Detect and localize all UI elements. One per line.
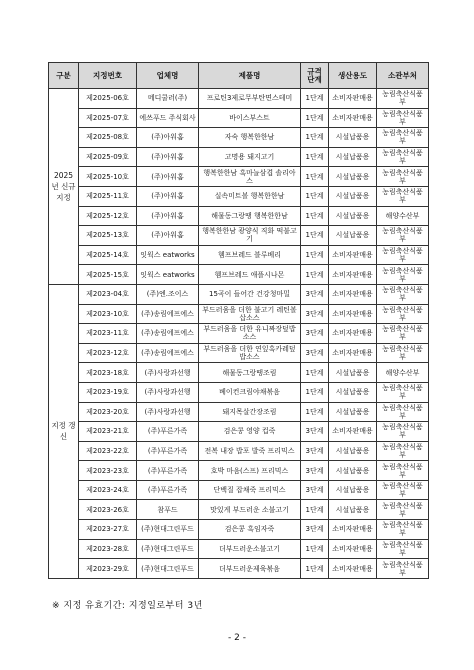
usage-cell: 시설납품용 [329, 382, 377, 402]
ministry-cell: 농림축산식품부 [377, 343, 429, 363]
company-cell: (주)현대그린푸드 [137, 559, 199, 579]
table-row [49, 89, 429, 109]
product-cell: 고명용 돼지고기 [199, 147, 301, 167]
designation-number-cell: 제2023-27호 [79, 520, 137, 540]
product-cell: 자숙 행복한한남 [199, 128, 301, 148]
designation-number-cell: 제2023-22호 [79, 441, 137, 461]
product-cell: 행복한한남 흑마늘삼겹 솔리아스 [199, 167, 301, 187]
table-row [49, 226, 429, 246]
grade-cell: 1단계 [301, 539, 329, 559]
grade-cell: 3단계 [301, 304, 329, 324]
ministry-cell: 농림축산식품부 [377, 147, 429, 167]
ministry-cell: 농림축산식품부 [377, 284, 429, 304]
company-cell: 잇웍스 eatworks [137, 245, 199, 265]
table-row [49, 167, 429, 187]
product-cell: 실속미트볼 행복한한남 [199, 186, 301, 206]
company-cell: 잇웍스 eatworks [137, 265, 199, 285]
table-body [49, 89, 429, 579]
ministry-cell: 농림축산식품부 [377, 500, 429, 520]
product-cell: 부드러움을 더한 연잎흑카레덮밥소스 [199, 343, 301, 363]
table-row [49, 461, 429, 481]
usage-cell: 소비자판매용 [329, 343, 377, 363]
grade-cell: 3단계 [301, 441, 329, 461]
usage-cell: 시설납품용 [329, 500, 377, 520]
usage-cell: 소비자판매용 [329, 520, 377, 540]
header-designation-number: 지정번호 [79, 63, 137, 89]
table-row [49, 304, 429, 324]
company-cell: (주)송림에프에스 [137, 324, 199, 344]
designation-number-cell: 제2025-15호 [79, 265, 137, 285]
product-cell: 행복한한남 광양식 직화 떡불고기 [199, 226, 301, 246]
table-row [49, 245, 429, 265]
company-cell: (주)현대그린푸드 [137, 520, 199, 540]
usage-cell: 시설납품용 [329, 128, 377, 148]
header-company: 업체명 [137, 63, 199, 89]
table-row [49, 147, 429, 167]
product-cell: 베이컨크림야채볶음 [199, 382, 301, 402]
designation-number-cell: 제2023-21호 [79, 422, 137, 442]
grade-cell: 1단계 [301, 402, 329, 422]
company-cell: (주)사랑과선행 [137, 402, 199, 422]
product-cell: 바이스부스트 [199, 108, 301, 128]
header-ministry: 소관부처 [377, 63, 429, 89]
table-row [49, 559, 429, 579]
designation-number-cell: 제2023-12호 [79, 343, 137, 363]
table-row [49, 284, 429, 304]
ministry-cell: 농림축산식품부 [377, 480, 429, 500]
table-row [49, 382, 429, 402]
designation-number-cell: 제2025-09호 [79, 147, 137, 167]
table-row [49, 441, 429, 461]
designation-number-cell: 제2025-11호 [79, 186, 137, 206]
designation-number-cell: 제2023-10호 [79, 304, 137, 324]
company-cell: (주)사랑과선행 [137, 382, 199, 402]
usage-cell: 시설납품용 [329, 167, 377, 187]
company-cell: (주)아워홈 [137, 147, 199, 167]
usage-cell: 소비자판매용 [329, 245, 377, 265]
usage-cell: 소비자판매용 [329, 559, 377, 579]
ministry-cell: 해양수산부 [377, 206, 429, 226]
designation-table [48, 62, 429, 579]
usage-cell: 시설납품용 [329, 186, 377, 206]
product-cell: 검은콩 흑임자죽 [199, 520, 301, 540]
usage-cell: 소비자판매용 [329, 539, 377, 559]
grade-cell: 1단계 [301, 226, 329, 246]
grade-cell: 1단계 [301, 559, 329, 579]
usage-cell: 소비자판매용 [329, 304, 377, 324]
header-grade: 규격 단계 [301, 63, 329, 89]
ministry-cell: 해양수산부 [377, 363, 429, 383]
ministry-cell: 농림축산식품부 [377, 128, 429, 148]
table-row [49, 500, 429, 520]
grade-cell: 1단계 [301, 108, 329, 128]
usage-cell: 시설납품용 [329, 226, 377, 246]
table-row [49, 363, 429, 383]
ministry-cell: 농림축산식품부 [377, 108, 429, 128]
ministry-cell: 농림축산식품부 [377, 422, 429, 442]
grade-cell: 1단계 [301, 167, 329, 187]
designation-number-cell: 제2023-29호 [79, 559, 137, 579]
company-cell: 메디쿨러(주) [137, 89, 199, 109]
grade-cell: 1단계 [301, 206, 329, 226]
designation-number-cell: 제2025-10호 [79, 167, 137, 187]
company-cell: (주)송림에프에스 [137, 304, 199, 324]
designation-number-cell: 제2025-13호 [79, 226, 137, 246]
designation-number-cell: 제2025-12호 [79, 206, 137, 226]
table-row [49, 480, 429, 500]
ministry-cell: 농림축산식품부 [377, 324, 429, 344]
product-cell: 더부드러운제육볶음 [199, 559, 301, 579]
usage-cell: 시설납품용 [329, 461, 377, 481]
company-cell: (주)푸른가족 [137, 422, 199, 442]
header-row [49, 63, 429, 89]
company-cell: (주)아워홈 [137, 226, 199, 246]
designation-number-cell: 제2025-14호 [79, 245, 137, 265]
grade-cell: 3단계 [301, 343, 329, 363]
table-row [49, 206, 429, 226]
usage-cell: 시설납품용 [329, 206, 377, 226]
designation-number-cell: 제2023-11호 [79, 324, 137, 344]
usage-cell: 시설납품용 [329, 363, 377, 383]
company-cell: (주)푸른가족 [137, 480, 199, 500]
category-cell: 2025년 신규 지정 [49, 89, 79, 285]
product-cell: 헴프브레드 애플시나몬 [199, 265, 301, 285]
header-usage: 생산용도 [329, 63, 377, 89]
designation-number-cell: 제2023-28호 [79, 539, 137, 559]
product-cell: 헴프브레드 블루베리 [199, 245, 301, 265]
table-header [49, 63, 429, 89]
table-row [49, 128, 429, 148]
grade-cell: 3단계 [301, 324, 329, 344]
usage-cell: 소비자판매용 [329, 108, 377, 128]
table-row [49, 539, 429, 559]
usage-cell: 소비자판매용 [329, 89, 377, 109]
product-cell: 호박 마음(스프) 프리믹스 [199, 461, 301, 481]
ministry-cell: 농림축산식품부 [377, 186, 429, 206]
product-cell: 돼지목살간장조림 [199, 402, 301, 422]
company-cell: (주)아워홈 [137, 128, 199, 148]
table-row [49, 186, 429, 206]
grade-cell: 1단계 [301, 245, 329, 265]
ministry-cell: 농림축산식품부 [377, 167, 429, 187]
product-cell: 더부드러운소불고기 [199, 539, 301, 559]
ministry-cell: 농림축산식품부 [377, 245, 429, 265]
designation-number-cell: 제2023-19호 [79, 382, 137, 402]
ministry-cell: 농림축산식품부 [377, 304, 429, 324]
product-cell: 부드러움을 더한 불고기 레틴볼삽소스 [199, 304, 301, 324]
company-cell: (주)송림에프에스 [137, 343, 199, 363]
table-row [49, 343, 429, 363]
ministry-cell: 농림축산식품부 [377, 520, 429, 540]
usage-cell: 소비자판매용 [329, 422, 377, 442]
ministry-cell: 농림축산식품부 [377, 402, 429, 422]
table-row [49, 422, 429, 442]
designation-table-container [48, 62, 428, 579]
grade-cell: 1단계 [301, 128, 329, 148]
designation-number-cell: 제2023-04호 [79, 284, 137, 304]
category-cell: 지정 갱신 [49, 284, 79, 578]
ministry-cell: 농림축산식품부 [377, 89, 429, 109]
company-cell: (주)아워홈 [137, 167, 199, 187]
grade-cell: 3단계 [301, 520, 329, 540]
table-row [49, 265, 429, 285]
usage-cell: 시설납품용 [329, 441, 377, 461]
designation-number-cell: 제2025-07호 [79, 108, 137, 128]
ministry-cell: 농림축산식품부 [377, 441, 429, 461]
product-cell: 검은콩 영양 컵죽 [199, 422, 301, 442]
usage-cell: 시설납품용 [329, 147, 377, 167]
usage-cell: 시설납품용 [329, 480, 377, 500]
designation-number-cell: 제2023-23호 [79, 461, 137, 481]
product-cell: 전복 내장 밥포 발죽 프리믹스 [199, 441, 301, 461]
product-cell: 맛있게 부드러운 소불고기 [199, 500, 301, 520]
product-cell: 부드러움을 더한 유니짜장덮밥소스 [199, 324, 301, 344]
usage-cell: 소비자판매용 [329, 265, 377, 285]
usage-cell: 소비자판매용 [329, 284, 377, 304]
product-cell: 15곡이 들어간 건강청마밀 [199, 284, 301, 304]
product-cell: 해물동그랑땡 행복한한남 [199, 206, 301, 226]
ministry-cell: 농림축산식품부 [377, 265, 429, 285]
grade-cell: 1단계 [301, 363, 329, 383]
header-product: 제품명 [199, 63, 301, 89]
designation-number-cell: 제2023-26호 [79, 500, 137, 520]
designation-number-cell: 제2023-18호 [79, 363, 137, 383]
grade-cell: 3단계 [301, 480, 329, 500]
company-cell: 참푸드 [137, 500, 199, 520]
table-row [49, 324, 429, 344]
grade-cell: 1단계 [301, 265, 329, 285]
grade-cell: 3단계 [301, 284, 329, 304]
company-cell: (주)푸른가족 [137, 441, 199, 461]
product-cell: 단백질 잡채죽 프리믹스 [199, 480, 301, 500]
grade-cell: 1단계 [301, 500, 329, 520]
ministry-cell: 농림축산식품부 [377, 461, 429, 481]
designation-number-cell: 제2023-20호 [79, 402, 137, 422]
ministry-cell: 농림축산식품부 [377, 559, 429, 579]
company-cell: (주)사랑과선행 [137, 363, 199, 383]
company-cell: (주)아워홈 [137, 186, 199, 206]
usage-cell: 소비자판매용 [329, 324, 377, 344]
company-cell: (주)푸른가족 [137, 461, 199, 481]
grade-cell: 1단계 [301, 186, 329, 206]
grade-cell: 1단계 [301, 147, 329, 167]
header-category: 구분 [49, 63, 79, 89]
designation-number-cell: 제2023-24호 [79, 480, 137, 500]
grade-cell: 1단계 [301, 89, 329, 109]
grade-cell: 3단계 [301, 422, 329, 442]
usage-cell: 시설납품용 [329, 402, 377, 422]
ministry-cell: 농림축산식품부 [377, 539, 429, 559]
table-row [49, 402, 429, 422]
validity-footnote: ※ 지정 유효기간: 지정일로부터 3년 [52, 601, 203, 611]
company-cell: (주)아워홈 [137, 206, 199, 226]
product-cell: 해물동그랑땡조림 [199, 363, 301, 383]
table-row [49, 520, 429, 540]
product-cell: 프로틴3제로무부탄면스테미 [199, 89, 301, 109]
designation-number-cell: 제2025-06호 [79, 89, 137, 109]
designation-number-cell: 제2025-08호 [79, 128, 137, 148]
ministry-cell: 농림축산식품부 [377, 226, 429, 246]
grade-cell: 1단계 [301, 382, 329, 402]
ministry-cell: 농림축산식품부 [377, 382, 429, 402]
page-number: - 2 - [228, 633, 246, 643]
company-cell: (주)엔.조이스 [137, 284, 199, 304]
grade-cell: 3단계 [301, 461, 329, 481]
company-cell: 에쓰푸드 주식회사 [137, 108, 199, 128]
table-row [49, 108, 429, 128]
company-cell: (주)현대그린푸드 [137, 539, 199, 559]
